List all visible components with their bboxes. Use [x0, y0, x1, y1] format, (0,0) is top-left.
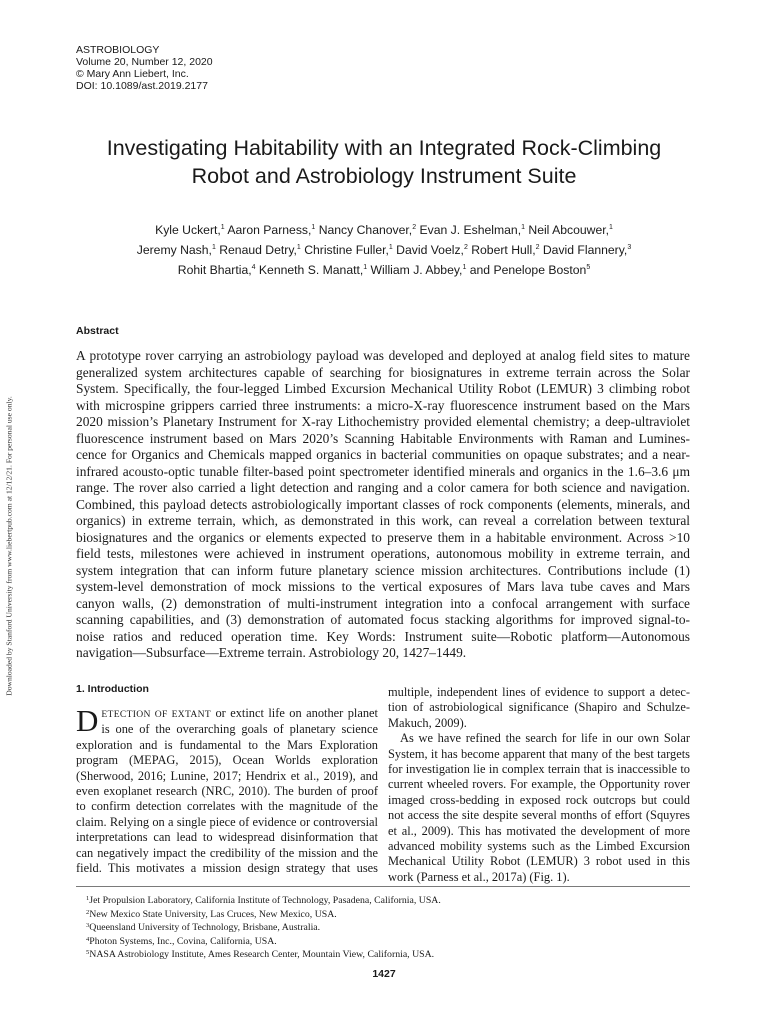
author-name: Kenneth S. Manatt, [255, 263, 364, 278]
body-line: As we have refined the search for life in our own Solar [400, 731, 690, 746]
body-line [76, 706, 378, 722]
body-line: can negatively impact the credibility of the mission and the [76, 845, 378, 860]
abstract-line: infrared acousto-optic tunable filter-based point spectrometer identified minerals and organics in the 1.6–3.6 μm [76, 463, 690, 479]
footnote-divider [76, 886, 690, 887]
footnote [86, 893, 441, 907]
body-line: not access the site despite several months of effort (Squyres [388, 808, 690, 823]
author-name: Aaron Parness, [224, 223, 312, 238]
footnote-number: 4 [86, 935, 90, 943]
abstract-line: biosignatures and the organics or elements expected to preserve them in a habitable environment. Across >10 [76, 529, 690, 545]
abstract-line: system-level demonstration of mock missions to the vertical exposures of Mars lava tube caves and Mars [76, 579, 690, 594]
footnote-text: Jet Propulsion Laboratory, California Institute of Technology, Pasadena, California, USA. [89, 895, 441, 906]
affiliation-footnotes [86, 893, 441, 961]
abstract-line: generalized system architectures capable of searching for biosignatures in extreme terrain across the Solar [76, 364, 690, 380]
body-line: current wheeled rovers. For example, the Opportunity rover [388, 777, 690, 792]
body-line: work (Parness et al., 2017a) (Fig. 1). [388, 869, 570, 884]
left-column [76, 703, 378, 876]
author-name: Robert Hull, [467, 243, 536, 258]
body-line: (Sherwood, 2016; Lunine, 2017; Hendrix et al., 2019), and [76, 768, 378, 783]
footnote [86, 907, 441, 921]
abstract-line: A prototype rover carrying an astrobiology payload was developed and deployed at analog field sites to mature [76, 348, 690, 363]
author-line [0, 259, 768, 279]
drop-cap: D [76, 703, 99, 738]
author-affiliation: 5 [586, 264, 591, 272]
download-note-text: Downloaded by Stanford University from www.liebertpub.com at 12/12/21. For personal use only. [4, 396, 14, 696]
author-affiliation: 1 [211, 244, 216, 252]
body-line: Makuch, 2009). [388, 715, 467, 730]
author-line [0, 239, 768, 259]
author-affiliation: 4 [251, 264, 256, 272]
body-line: et al., 2009). This has motivated the development of more [388, 823, 690, 838]
abstract-line: navigation—Subsurface—Extreme terrain. Astrobiology 20, 1427–1449. [76, 645, 467, 660]
body-line: to confirm detection correlates with the magnitude of the [76, 799, 378, 814]
body-line: claim. Relying on a single piece of evidence or controversial [76, 814, 378, 829]
author-name: Renaud Detry, [215, 243, 297, 258]
body-line: imaged cross-bedding in exposed rock outcrops but could [388, 792, 690, 807]
abstract-line: System. Specifically, the four-legged Limbed Excursion Mechanical Utility Robot (LEMUR) 3 climbing robot [76, 381, 690, 396]
body-line: tion of astrobiological significance (Shapiro and Schulze- [388, 700, 690, 715]
abstract-heading: Abstract [76, 325, 119, 337]
abstract-line: noise ratios and reduced operation time. Key Words: Instrument suite—Robotic platform—Autonomous [76, 628, 690, 644]
abstract-line: Combined, this payload detects astrobiologically important classes of rock components (elements, minerals, and [76, 496, 690, 512]
footnote [86, 934, 441, 948]
author-name: and Penelope Boston [466, 263, 587, 278]
page-number: 1427 [372, 968, 396, 980]
journal-volume: Volume 20, Number 12, 2020 [76, 56, 213, 68]
author-affiliation: 1 [521, 224, 525, 231]
author-affiliation: 2 [535, 244, 540, 252]
footnote-text: NASA Astrobiology Institute, Ames Research Center, Mountain View, California, USA. [89, 949, 435, 960]
title-line: Investigating Habitability with an Integrated Rock-Climbing [106, 136, 662, 160]
abstract-line: canyon walls, (2) demonstration of multi-instrument integration into a confocal arrangement with surface [76, 595, 690, 611]
author-affiliation: 3 [627, 244, 632, 252]
footnote-number: 1 [86, 895, 90, 902]
footnote-text: Photon Systems, Inc., Covina, California, USA. [89, 935, 277, 947]
author-name: David Voelz, [392, 243, 464, 258]
abstract-line: fluorescence instrument based on Mars 2020’s Scanning Habitable Environments with Raman and Lumines- [76, 430, 690, 446]
author-name: Neil Abcouwer, [525, 223, 610, 238]
abstract-line: range. The rover also carried a light detection and ranging and a color camera for both science and navigation. [76, 480, 690, 495]
abstract-line: scanning capabilities, and (3) demonstration of automated focus stacking algorithms for improved signal-to- [76, 612, 690, 627]
footnote-text: Queensland University of Technology, Brisbane, Australia. [89, 922, 321, 933]
article-title [0, 134, 768, 190]
abstract-line: 2020 mission’s Planetary Instrument for X-ray Lithochemistry provided elemental chemistry; a deep-ultraviolet [76, 414, 690, 429]
abstract-body [76, 348, 690, 662]
author-affiliation: 1 [462, 264, 467, 272]
author-affiliation: 1 [609, 224, 613, 231]
body-text: or extinct life on another planet [211, 706, 378, 720]
author-affiliation: 2 [412, 224, 417, 231]
body-line: even exoplanet research (NRC, 2010). The burden of proof [76, 784, 378, 799]
body-line: Mechanical Utility Robot (LEMUR) 3 robot used in this [388, 854, 690, 869]
footnote-text: New Mexico State University, Las Cruces, New Mexico, USA. [89, 908, 337, 920]
body-line: program (MEPAG, 2015), Ocean Worlds exploration [76, 753, 378, 768]
footnote-number: 5 [86, 949, 90, 956]
author-name: Evan J. Eshelman, [416, 223, 522, 238]
author-name: Kyle Uckert, [155, 223, 221, 238]
abstract-line: field tests, milestones were achieved in instrument operations, autonomous mobility in extreme terrain, and [76, 546, 690, 561]
abstract-line: cence for Organics and Chemicals mapped organics in bacterial communities on opaque substrates; and a near- [76, 447, 690, 462]
journal-name: ASTROBIOLOGY [76, 44, 160, 56]
body-line: exploration and is fundamental to the Mars Exploration [76, 737, 378, 752]
author-name: Jeremy Nash, [136, 243, 212, 258]
author-name: David Flannery, [539, 243, 628, 258]
footnote [86, 947, 441, 961]
author-name: Nancy Chanover, [315, 223, 413, 238]
body-line: multiple, independent lines of evidence to support a detec- [388, 685, 690, 699]
author-affiliation: 1 [388, 244, 393, 252]
author-affiliation: 1 [311, 224, 316, 231]
body-line: interpretations can lead to widespread disinformation that [76, 830, 378, 845]
small-caps-text: ETECTION OF EXTANT [101, 709, 212, 720]
body-line: is one of the overarching goals of planetary science [101, 722, 378, 737]
author-name: William J. Abbey, [367, 263, 463, 278]
abstract-line: organics) in extreme terrain, which, as demonstrated in this work, can reveal a correlation between textural [76, 513, 690, 528]
download-note [2, 336, 16, 756]
author-affiliation: 1 [363, 264, 368, 272]
author-name: Christine Fuller, [300, 243, 389, 258]
author-list [0, 219, 768, 279]
body-line: field. This motivates a mission design strategy that uses [76, 861, 378, 876]
body-line: System, it has become apparent that many of the best targets [388, 746, 690, 761]
abstract-line: system integration that can inform future planetary science mission architectures. Contributions include (1) [76, 562, 690, 578]
body-line: for investigation lie in complex terrain that is inaccessible to [388, 762, 690, 777]
title-line: Robot and Astrobiology Instrument Suite [191, 164, 577, 188]
right-column [388, 685, 690, 885]
journal-doi: DOI: 10.1089/ast.2019.2177 [76, 80, 208, 92]
journal-meta [76, 44, 213, 92]
author-affiliation: 2 [463, 244, 468, 252]
abstract-line: with microspine grippers carried three instruments: a micro-X-ray fluorescence instrument based on the Mars [76, 397, 690, 413]
footnote-number: 2 [86, 908, 90, 916]
body-line: advanced mobility systems such as the Limbed Excursion [388, 839, 690, 854]
author-line [0, 219, 768, 239]
footnote-number: 3 [86, 922, 90, 929]
journal-copyright: © Mary Ann Liebert, Inc. [76, 68, 189, 80]
section-heading: 1. Introduction [76, 683, 149, 695]
author-affiliation: 1 [220, 224, 225, 231]
footnote [86, 920, 441, 934]
author-affiliation: 1 [296, 244, 301, 252]
author-name: Rohit Bhartia, [177, 263, 252, 278]
